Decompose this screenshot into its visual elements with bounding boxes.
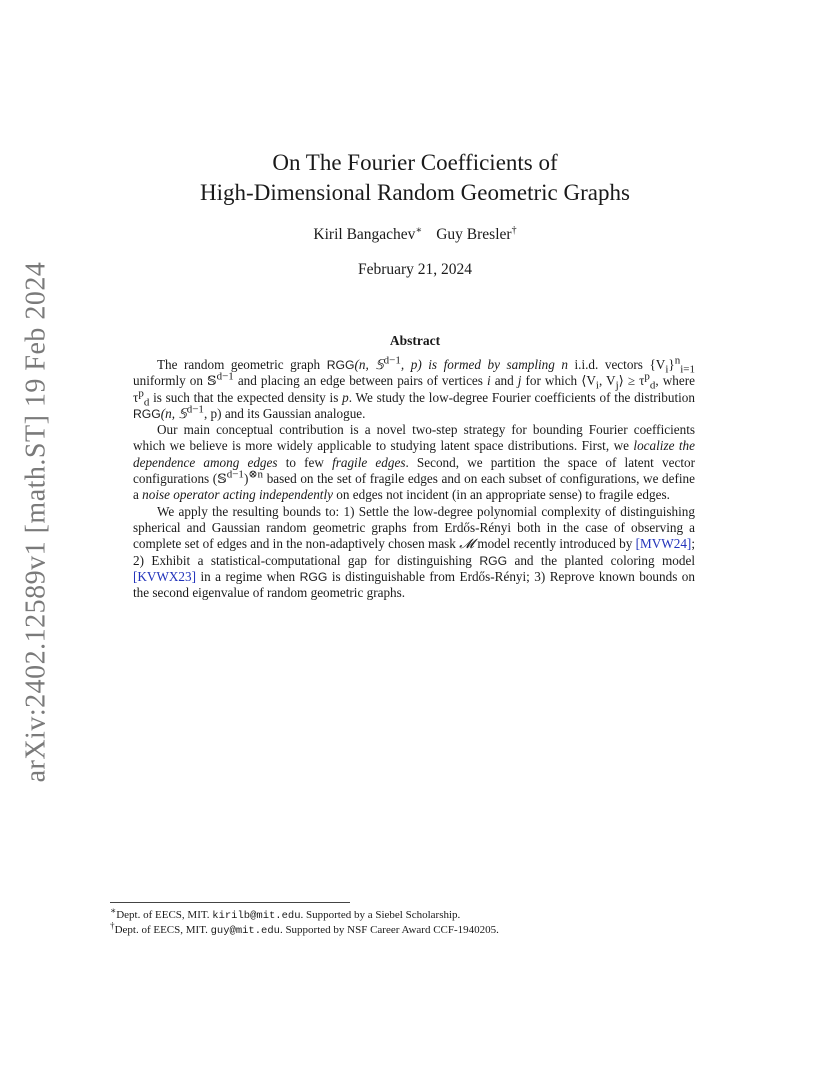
rgg-symbol: RGG [326,358,355,372]
author-name: Guy Bresler [436,226,512,243]
citation-link[interactable]: [MVW24] [635,536,692,552]
footnote-marker: ∗ [415,224,423,236]
abstract-body [133,354,696,601]
abstract-paragraph: We apply the resulting bounds to: 1) Settle the low-degree polynomial complexity of distinguishing spherical and Gaussian random geometric graphs from Erdős-Rényi both in the case of observing a complete set of edges and in the non-adaptively chosen mask 𝓜 model recently introduced by [MVW24]; 2) Exhibit a statistical-computational gap for distinguishing RGG and the planted coloring model [KVWX23] in a regime when RGG is distinguishable from Erdős-Rényi; 3) Reprove known bounds on the second eigenvalue of random geometric graphs. [133,503,695,601]
rgg-symbol: RGG [133,406,161,421]
rgg-symbol: RGG [299,569,328,584]
author-name: Kiril Bangachev [313,226,416,243]
footnote-marker: † [511,224,517,236]
footnote-2: †Dept. of EECS, MIT. guy@mit.edu. Supported by NSF Career Award CCF-1940205. [110,920,499,937]
abstract-heading: Abstract [389,333,441,348]
arxiv-identifier-text: arXiv:2402.12589v1 [math.ST] 19 Feb 2024 [20,261,51,783]
arxiv-identifier-stamp [6,261,66,783]
author-list [100,226,730,244]
footnote-1: ∗Dept. of EECS, MIT. kirilb@mit.edu. Supported by a Siebel Scholarship. [110,905,461,922]
paper-date: February 21, 2024 [357,261,473,278]
paper-title [100,148,730,208]
footnote-divider [110,902,350,903]
abstract-paragraph: Our main conceptual contribution is a novel two-step strategy for bounding Fourier coefficients which we believe is more widely applicable to studying latent space distributions. First, we localize the dependence among edges to few fragile edges. Second, we partition the space of latent vector configurations (𝕊$^{d-1}$)$^{\otimes n}$ based on the set of fragile edges and on each subset of configurations, we define a noise operator acting independently on edges not incident (in an appropriate sense) to fragile edges. [133,422,695,503]
title-line-2: High-Dimensional Random Geometric Graphs [200,180,630,205]
footnotes [110,905,730,938]
citation-link[interactable]: [KVWX23] [133,568,196,584]
rgg-symbol: RGG [479,553,508,568]
email-address: guy@mit.edu [210,925,280,937]
title-line-1: On The Fourier Coefficients of [272,150,558,175]
abstract-paragraph: The random geometric graph RGG(n, 𝕊$^{d-1}$, p) is formed by sampling n i.i.d. vectors $\{V_i\}^n_{i=1}$ uniformly on 𝕊$^{d-1}$ and placing an edge between pairs of vertices i and j for which $⟨V_i$, $V_j⟩ \ge \tau^p_d$, where $\tau^p_d$ is such that the expected density is p. We study the low-degree Fourier coefficients of the distribution RGG(n, 𝕊$^{d-1}$, p) and its Gaussian analogue. [133,354,696,421]
email-address: kirilb@mit.edu [212,910,301,922]
